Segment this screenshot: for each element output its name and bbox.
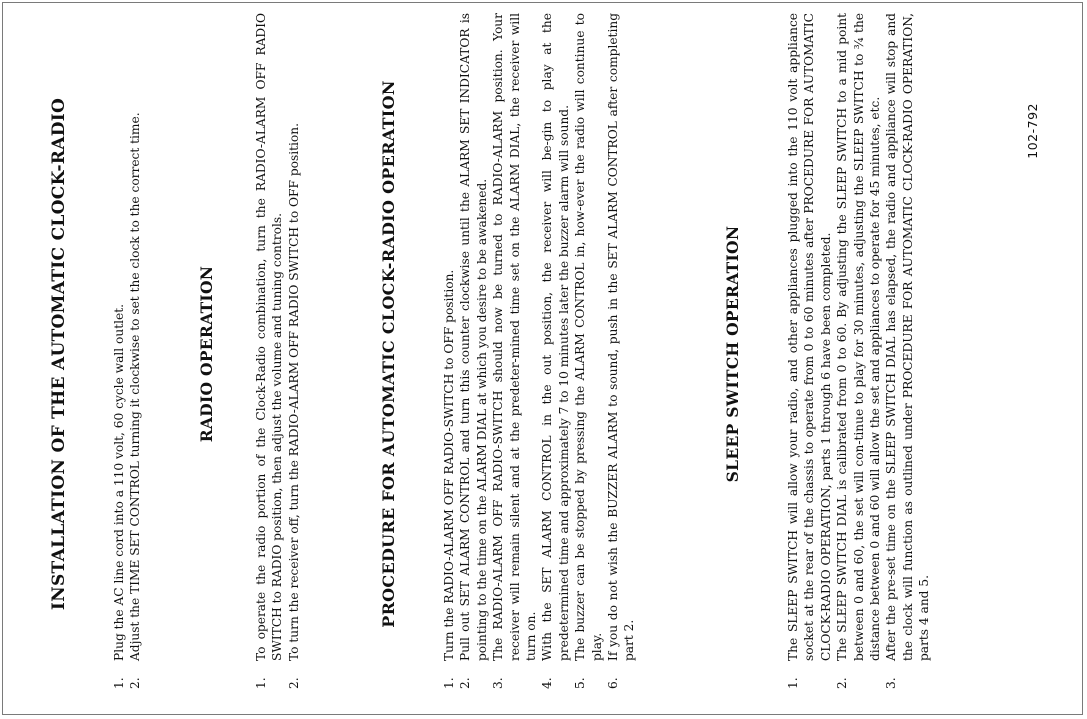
list-item [441, 7, 457, 701]
instruction-sheet [13, 7, 1073, 701]
list-item [490, 7, 539, 701]
item-number: 2. [286, 677, 301, 689]
sleep-switch-section [723, 7, 743, 701]
sleep-switch-title: SLEEP SWITCH OPERATION [723, 225, 742, 483]
list-item [785, 7, 834, 701]
item-number: 4. [540, 677, 555, 689]
list-item [539, 7, 572, 701]
list-item [127, 7, 143, 701]
item-text: Plug the AC line cord into a 110 volt, 60 cycle wall outlet. [112, 304, 126, 661]
list-item [286, 7, 302, 701]
list-item [834, 7, 883, 701]
list-item [605, 7, 638, 701]
installation-title: INSTALLATION OF THE AUTOMATIC CLOCK-RADIO [49, 97, 69, 611]
item-number: 1. [112, 677, 126, 689]
item-text: If you do not wish the BUZZER ALARM to sound, push in the SET ALARM CONTROL after completing part 2. [606, 13, 637, 661]
item-number: 1. [442, 677, 456, 689]
item-text: The RADIO-ALARM OFF RADIO-SWITCH should now be turned to RADIO-ALARM position. Your receiver will remain silent and at the predeter-mined time set on the ALARM DIAL, the receiver will turn on. [491, 13, 539, 661]
item-number: 6. [606, 677, 621, 689]
item-number: 2. [128, 677, 143, 689]
item-number: 1. [786, 677, 800, 689]
list-item [572, 7, 605, 701]
item-number: 3. [491, 677, 506, 689]
item-text: The SLEEP SWITCH DIAL is calibrated from 0 to 60. By adjusting the SLEEP SWITCH to a mid point between 0 and 60, the set will con-tinue to play for 30 minutes, adjusting the SLEEP SWITCH to ¾ the distance between 0 and 60 will allow the set and appliances to operate for 45 minutes, etc. [835, 13, 883, 661]
item-text: Pull out SET ALARM CONTROL and turn this counter clockwise until the ALARM SET INDICATOR is pointing to the time on the ALARM DIAL at which you desire to be awakened. [458, 13, 489, 661]
item-number: 5. [573, 677, 588, 689]
item-text: Adjust the TIME SET CONTROL turning it clockwise to set the clock to the correct time. [128, 112, 143, 661]
list-item [457, 7, 490, 701]
document-frame [2, 2, 1083, 715]
item-text: To turn the receiver off, turn the RADIO-ALARM OFF RADIO SWITCH to OFF position. [286, 123, 301, 661]
item-text: The SLEEP SWITCH will allow your radio, and other appliances plugged into the 110 volt appliance socket at the rear of the chassis to operate from 0 to 60 minutes after PROCEDURE FOR AUTOMATIC CLOCK-RADIO OPERATION, parts 1 through 6 have been completed. [786, 13, 833, 661]
procedure-list [441, 7, 638, 701]
list-item [111, 7, 127, 701]
item-number: 1. [254, 677, 268, 689]
procedure-title: PROCEDURE FOR AUTOMATIC CLOCK-RADIO OPERATION [379, 80, 398, 628]
list-item [253, 7, 286, 701]
item-number: 2. [835, 677, 850, 689]
procedure-section [379, 7, 399, 701]
list-item [883, 7, 932, 701]
installation-list [111, 7, 144, 701]
item-text: Turn the RADIO-ALARM OFF RADIO-SWITCH to OFF position. [442, 269, 456, 661]
item-text: With the SET ALARM CONTROL in the out position, the receiver will be-gin to play at the predetermined time and approximately 7 to 10 minutes later the buzzer alarm will sound. [540, 13, 571, 661]
item-text: After the pre-set time on the SLEEP SWITCH DIAL has elapsed, the radio and appliance will stop and the clock will function as outlined under PROCEDURE FOR AUTOMATIC CLOCK-RADIO OPERATION, parts 4 and 5. [884, 13, 932, 661]
sleep-switch-list [785, 7, 933, 701]
item-text: The buzzer can be stopped by pressing the ALARM CONTROL in, how-ever the radio will continue to play. [573, 13, 604, 661]
item-text: To operate the radio portion of the Clock-Radio combination, turn the RADIO-ALARM OFF RADIO SWITCH to RADIO position, then adjust the volume and tuning controls. [254, 13, 285, 661]
item-number: 3. [884, 677, 899, 689]
radio-operation-list [253, 7, 302, 701]
radio-operation-section [197, 7, 217, 701]
radio-operation-title: RADIO OPERATION [197, 265, 216, 443]
item-number: 2. [458, 677, 473, 689]
installation-section [49, 7, 69, 701]
document-code: 102-792 [1025, 103, 1040, 159]
